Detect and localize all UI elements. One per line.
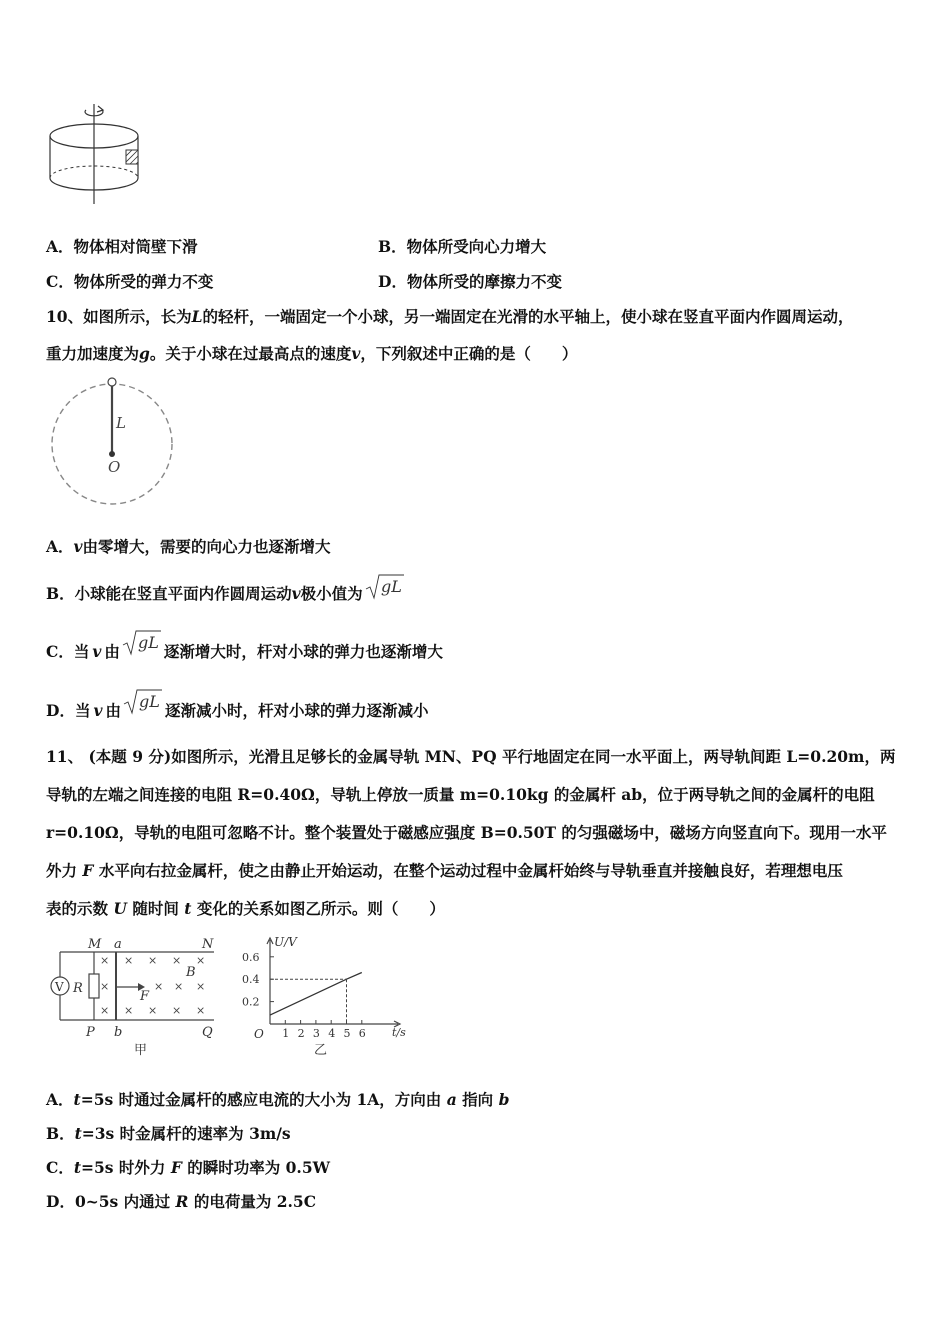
field-cross: × — [124, 954, 134, 967]
option-letter: D． — [378, 272, 407, 291]
label-Q: Q — [202, 1025, 213, 1040]
center-label: O — [108, 458, 121, 476]
rod-length-label: L — [116, 414, 126, 432]
x-tick-label: 1 — [282, 1027, 290, 1040]
field-cross: × — [174, 980, 184, 993]
option-letter: A． — [46, 1090, 74, 1109]
q9-option-c[interactable] — [46, 270, 213, 292]
label-P: P — [86, 1025, 95, 1040]
label-F: F — [140, 989, 150, 1004]
q10-stem-line2: 重力加速度为g。关于小球在过最高点的速度v，下列叙述中正确的是（ ） — [46, 344, 578, 363]
label-N: N — [202, 937, 214, 952]
y-tick-label: 0.2 — [242, 995, 260, 1009]
origin-label: O — [254, 1027, 264, 1041]
label-M: M — [88, 937, 102, 952]
field-cross: × — [172, 1004, 182, 1017]
q11-stem-line2: 导轨的左端之间连接的电阻 R=0.40Ω，导轨上停放一质量 m=0.10kg 的金属杆 ab，位于两导轨之间的金属杆的电阻 — [46, 785, 875, 804]
sqrt-gl-expr — [123, 687, 163, 717]
option-letter: B． — [378, 237, 407, 256]
q10-option-a[interactable]: A．v由零增大，需要的向心力也逐渐增大 — [46, 537, 331, 556]
label-b: b — [114, 1025, 123, 1040]
q10-stem-line1: 10、如图所示，长为L的轻杆，一端固定一个小球，另一端固定在光滑的水平轴上，使小球在竖直平面内作圆周运动， — [46, 307, 854, 326]
option-text: 物体相对筒壁下滑 — [73, 237, 198, 256]
y-axis-label: U/V — [274, 935, 297, 949]
q10-option-b[interactable]: B．小球能在竖直平面内作圆周运动v极小值为 gL — [46, 572, 405, 606]
field-cross: × — [154, 980, 164, 993]
voltmeter-label: V — [55, 980, 64, 994]
field-cross: × — [172, 954, 182, 967]
q9-option-b[interactable] — [378, 235, 546, 257]
q11-stem-line1: 11、 (本题 9 分)如图所示，光滑且足够长的金属导轨 MN、PQ 平行地固定在同一水平面上，两导轨间距 L=0.20m，两 — [46, 747, 896, 766]
option-letter: C． — [46, 272, 74, 291]
q9-option-d[interactable] — [378, 270, 562, 292]
option-letter: C． — [46, 642, 74, 661]
q11-option-d[interactable]: D．0~5s 内通过 R 的电荷量为 2.5C — [46, 1192, 317, 1211]
q10-option-d[interactable]: D．当 v 由 gL 逐渐减小时，杆对小球的弹力逐渐减小 — [46, 687, 429, 723]
option-letter: D． — [46, 701, 75, 720]
option-letter: C． — [46, 1158, 74, 1177]
label-B: B — [186, 965, 196, 980]
y-tick-label: 0.4 — [242, 973, 260, 987]
option-letter: B． — [46, 584, 75, 603]
x-axis-label: t/s — [392, 1026, 406, 1039]
option-letter: B． — [46, 1124, 75, 1143]
rail-circuit-figure — [44, 932, 224, 1060]
sqrt-gl-expr — [122, 628, 162, 658]
field-cross: × — [196, 980, 206, 993]
option-letter: D． — [46, 1192, 75, 1211]
q11-option-a[interactable]: A．t=5s 时通过金属杆的感应电流的大小为 1A，方向由 a 指向 b — [46, 1090, 510, 1109]
sqrt-gl-expr — [365, 572, 405, 602]
q11-stem-line5: 表的示数 U 随时间 t 变化的关系如图乙所示。则（ ） — [46, 899, 445, 918]
q11-stem-line4: 外力 F 水平向右拉金属杆，使之由静止开始运动，在整个运动过程中金属杆始终与导轨垂直并接触良好，若理想电压 — [46, 861, 843, 880]
field-cross: × — [100, 1004, 110, 1017]
x-tick-label: 2 — [297, 1027, 305, 1040]
q9-option-a[interactable] — [46, 235, 198, 257]
q10-option-c[interactable]: C．当 v 由 gL 逐渐增大时，杆对小球的弹力也逐渐增大 — [46, 628, 443, 664]
u-t-chart — [236, 928, 416, 1060]
option-text: 物体所受的弹力不变 — [73, 272, 214, 291]
x-tick-label: 3 — [312, 1027, 320, 1040]
q11-option-c[interactable]: C．t=5s 时外力 F 的瞬时功率为 0.5W — [46, 1158, 331, 1177]
q11-option-b[interactable]: B．t=3s 时金属杆的速率为 3m/s — [46, 1124, 291, 1143]
svg-text:gL: gL — [137, 633, 159, 652]
field-cross: × — [148, 954, 158, 967]
field-cross: × — [196, 954, 206, 967]
figure-caption-yi: 乙 — [314, 1043, 328, 1058]
field-cross: × — [100, 980, 110, 993]
field-cross: × — [100, 954, 110, 967]
field-cross: × — [148, 1004, 158, 1017]
svg-text:gL: gL — [139, 692, 160, 711]
x-tick-label: 5 — [343, 1027, 351, 1040]
option-text: 物体所受的摩擦力不变 — [406, 272, 562, 291]
label-a: a — [114, 937, 122, 952]
rotating-cylinder-figure — [40, 96, 150, 208]
q11-stem-line3: r=0.10Ω，导轨的电阻可忽略不计。整个装置处于磁感应强度 B=0.50T 的匀强磁场中，磁场方向竖直向下。现用一水平 — [46, 823, 887, 842]
option-text: 物体所受向心力增大 — [406, 237, 547, 256]
label-R: R — [73, 981, 83, 996]
field-cross: × — [124, 1004, 134, 1017]
figure-caption-jia: 甲 — [134, 1043, 148, 1058]
vertical-circle-figure — [44, 374, 180, 514]
svg-text:gL: gL — [380, 577, 402, 596]
x-tick-label: 6 — [358, 1027, 366, 1040]
field-cross: × — [196, 1004, 206, 1017]
x-tick-label: 4 — [328, 1027, 336, 1040]
option-letter: A． — [46, 237, 74, 256]
option-letter: A． — [46, 537, 74, 556]
y-tick-label: 0.6 — [242, 950, 260, 964]
